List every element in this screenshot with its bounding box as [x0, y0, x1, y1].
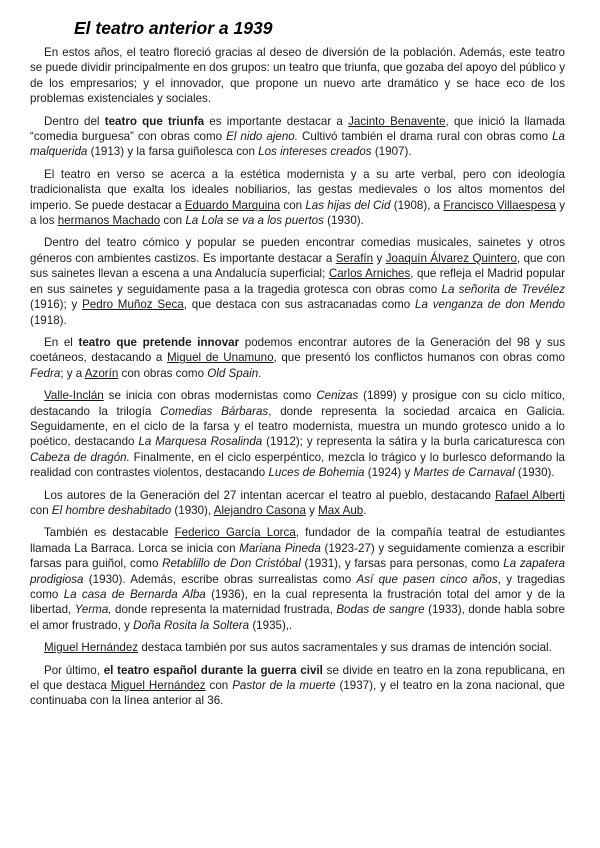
author-name: Carlos Arniches	[328, 267, 411, 281]
text-run: (1916); y	[30, 298, 83, 312]
text-run: (1899) y prosigue con su ciclo mítico, destacando la trilogía	[30, 389, 565, 418]
work-title: La venganza de don Mendo	[415, 298, 565, 312]
text-run: Los autores de la Generación del 27 intentan acercar el teatro al pueblo, destacando	[44, 488, 496, 502]
text-run: con	[30, 503, 52, 517]
author-name: Eduardo Marquina	[184, 198, 281, 212]
text-run: Finalmente, en el ciclo esperpéntico, mezcla lo trágico y lo burlesco deformando la realidad con contrastes violentos, destacando	[30, 450, 565, 480]
text-run: y	[373, 251, 386, 265]
author-name: Francisco Villaespesa	[443, 198, 556, 212]
text-run: (1907).	[371, 145, 412, 159]
text-run: , que presentó los conflictos humanos con obras como	[273, 351, 565, 365]
emphasis-text: el teatro español durante la guerra civil	[103, 663, 323, 677]
text-run: , fundador de la compañía teatral de estudiantes llamada La Barraca. Lorca se inicia con	[30, 526, 565, 555]
text-run: y	[305, 503, 319, 517]
author-name: Miguel Hernández	[44, 641, 139, 655]
text-run: (1937), y el teatro en la zona nacional, que continuaba con la línea anterior al 36.	[30, 679, 565, 708]
paragraph	[30, 663, 565, 709]
paragraph	[30, 488, 565, 519]
text-run: (1918).	[30, 313, 67, 327]
text-run: (1930),	[171, 503, 214, 517]
work-title: Luces de Bohemia	[268, 466, 365, 480]
text-run: Cultivó también el drama rural con obras como	[297, 130, 553, 144]
text-run: (1923-27) y seguidamente comienza a escribir farsas para guiñol, como	[30, 541, 565, 571]
author-name: Pedro Muñoz Seca	[82, 298, 184, 312]
work-title: Pastor de la muerte	[232, 679, 336, 693]
emphasis-text: teatro que pretende innovar	[78, 335, 240, 349]
work-title: El hombre deshabitado	[51, 503, 172, 517]
work-title: Retablillo de Don Cristóbal	[162, 557, 301, 571]
text-run: , que refleja el Madrid popular en sus sainetes y seguidamente pasa a la tragedia grotesca con obras como	[30, 267, 565, 296]
text-run: En estos años, el teatro floreció gracias al deseo de diversión de la población. Además, este teatro se puede dividir principalmente en dos grupos: un teatro que triunfa, que gozaba del apoyo del público y de los empresarios; y el innovador, que propone un nuevo arte dramático y se hace eco de los problemas existenciales y sociales.	[30, 46, 565, 106]
work-title: Cenizas	[316, 389, 359, 403]
author-name: Jacinto Benavente,	[348, 114, 449, 128]
text-run: , que con sus sainetes llevan a escena a una Andalucía superficial;	[30, 251, 566, 281]
text-run: con	[160, 214, 186, 228]
paragraph	[30, 525, 565, 633]
text-run: (1935),.	[249, 618, 293, 632]
work-title: El nido ajeno.	[226, 130, 298, 144]
text-run: Dentro del teatro cómico y popular se pueden encontrar comedias musicales, sainetes y otros géneros con ambientes castizos. Es importante destacar a	[30, 236, 565, 265]
work-title: Fedra	[30, 366, 61, 380]
text-run: ; y a	[60, 366, 85, 380]
work-title: Doña Rosita la Soltera	[133, 618, 250, 632]
text-run: .	[258, 366, 262, 380]
author-name: Miguel de Unamuno	[166, 351, 274, 365]
author-name: Federico García Lorca	[174, 526, 296, 540]
text-run: (1933), donde habla sobre el amor frustrado, y	[30, 603, 566, 632]
text-run: (1930).	[514, 466, 555, 480]
text-run: (1924) y	[364, 466, 414, 480]
work-title: Cabeza de dragón.	[30, 450, 130, 464]
emphasis-text: teatro que triunfa	[104, 114, 205, 128]
text-run: se divide en teatro en la zona republicana, en el que destaca	[30, 663, 565, 693]
work-title: Las hijas del Cid	[305, 198, 391, 212]
paragraph	[30, 335, 565, 381]
text-run: destaca también por sus autos sacramentales y sus dramas de intención social.	[138, 641, 552, 655]
page-title: El teatro anterior a 1939	[74, 18, 273, 38]
text-run: con obras como	[118, 366, 208, 380]
work-title: Los intereses creados	[258, 145, 372, 159]
text-run: (1930). Además, escribe obras surrealistas como	[83, 572, 357, 586]
text-run: En el	[44, 335, 79, 349]
paragraph	[30, 640, 565, 655]
document-body	[30, 45, 565, 709]
text-run: y a los	[30, 198, 565, 228]
work-title: Martes de Carnaval	[413, 466, 515, 480]
work-title: Así que pasen cinco años	[356, 572, 498, 586]
text-run: con	[280, 198, 306, 212]
text-run: .	[363, 503, 367, 517]
author-name: Serafín	[335, 251, 374, 265]
paragraph	[30, 388, 565, 480]
work-title: Comedias Bárbaras	[160, 404, 269, 418]
author-name: Azorín	[84, 366, 119, 380]
text-run: , que destaca con sus astracanadas como	[183, 298, 416, 312]
text-run: (1912); y representa la sátira y la burla caricaturesca con	[262, 435, 565, 449]
text-run: (1931), y farsas para personas, como	[300, 557, 504, 571]
work-title: La casa de Bernarda Alba	[63, 588, 206, 601]
text-run: podemos encontrar autores de la Generación del 98 y sus coetáneos, destacando a	[30, 335, 565, 365]
document-page	[30, 18, 565, 716]
text-run: El teatro en verso se acerca a la estética modernista y a su arte verbal, pero con ideología tradicionalista que exalta los ideales nobiliarios, las gestas medievales o los altos momentos del imperio. Se puede destacar a	[30, 167, 565, 212]
work-title: La zapatera prodigiosa	[30, 557, 565, 586]
paragraph	[30, 45, 565, 107]
text-run: (1908), a	[390, 198, 444, 212]
work-title: La Marquesa Rosalinda	[138, 435, 263, 449]
author-name: hermanos Machado	[57, 214, 161, 228]
work-title: La Lola se va a los puertos	[185, 214, 324, 228]
text-run: , y tragedias como	[30, 572, 566, 601]
work-title: Yerma,	[74, 603, 112, 617]
paragraph	[30, 114, 565, 160]
text-run: (1936), en la cual representa la frustración total del amor y de la libertad,	[30, 588, 566, 617]
text-run: es importante destacar a	[204, 114, 349, 128]
text-run: , donde representa la sociedad arcaica en Galicia. Seguidamente, en el ciclo de la farsa y el teatro modernista, muestra un mundo grotesco unido a lo poético, destacando	[30, 404, 565, 449]
paragraph	[30, 235, 565, 327]
author-name: Valle-Inclán	[44, 389, 104, 403]
text-run: (1930).	[323, 214, 364, 228]
text-run: (1913) y la farsa guiñolesca con	[87, 145, 259, 159]
author-name: Miguel Hernández	[110, 679, 206, 693]
text-run: Dentro del	[44, 114, 105, 128]
text-run: que inició la llamada “comedia burguesa” con obras como	[30, 114, 566, 144]
text-run: donde representa la maternidad frustrada,	[111, 603, 337, 617]
text-run: Por último,	[44, 663, 104, 677]
author-name: Alejandro Casona	[213, 503, 306, 517]
text-run: con	[205, 679, 233, 693]
text-run: También es destacable	[44, 526, 175, 540]
work-title: Old Spain	[207, 366, 259, 380]
work-title: La malquerida	[30, 130, 565, 159]
text-run: se inicia con obras modernistas como	[103, 389, 317, 403]
work-title: La señorita de Trevélez	[441, 282, 565, 296]
work-title: Mariana Pineda	[239, 541, 321, 555]
paragraph	[30, 167, 565, 229]
author-name: Joaquín Álvarez Quintero	[385, 251, 517, 265]
author-name: Rafael Alberti	[495, 488, 565, 502]
author-name: Max Aub	[318, 503, 364, 517]
work-title: Bodas de sangre	[336, 603, 425, 617]
